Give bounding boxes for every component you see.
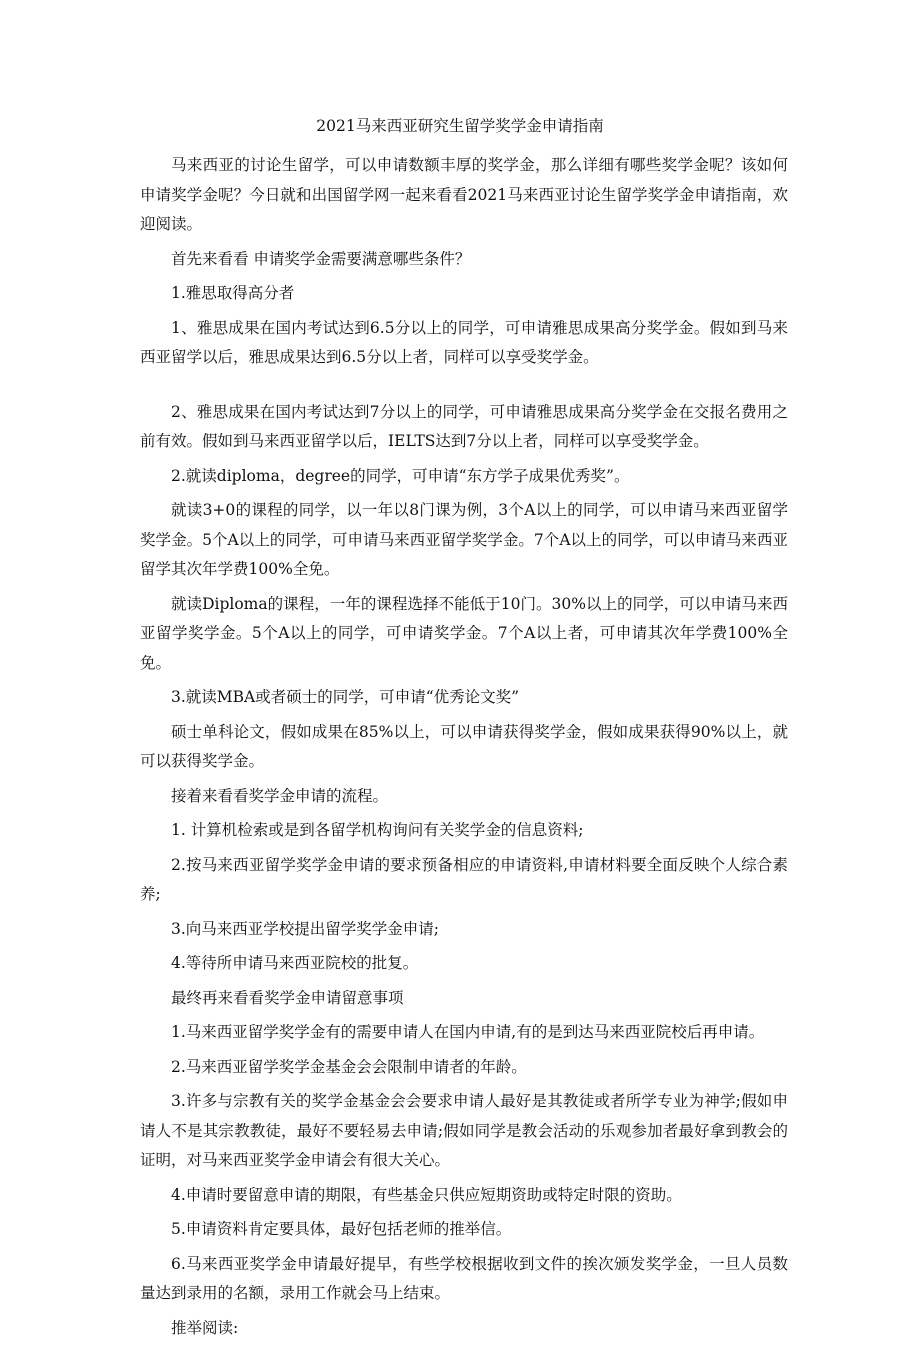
paragraph-diploma-heading: 2.就读diploma，degree的同学，可申请“东方学子成果优秀奖”。 xyxy=(171,466,630,485)
paragraph-process-4: 4.等待所申请马来西亚院校的批复。 xyxy=(171,954,419,972)
paragraph-conditions-heading: 首先来看看 申请奖学金需要满意哪些条件？ xyxy=(171,249,471,268)
paragraph-note-4: 4.申请时要留意申请的期限，有些基金只供应短期资助或特定时限的资助。 xyxy=(171,1185,682,1204)
paragraph-recommended-reading: 推举阅读: xyxy=(171,1318,239,1337)
paragraph-process-1: 1. 计算机检索或是到各留学机构询问有关奖学金的信息资料; xyxy=(171,821,584,839)
paragraph-ielts-1: 1、雅思成果在国内考试达到6.5分以上的同学，可申请雅思成果高分奖学金。假如到马来西亚留学以后，雅思成果达到6.5分以上者，同样可以享受奖学金。 xyxy=(140,318,788,366)
paragraph-note-2: 2.马来西亚留学奖学金基金会会限制申请者的年龄。 xyxy=(171,1057,527,1076)
paragraph-intro: 马来西亚的讨论生留学，可以申请数额丰厚的奖学金，那么详细有哪些奖学金呢？该如何申请奖学金呢？今日就和出国留学网一起来看看2021马来西亚讨论生留学奖学金申请指南，欢迎阅读。 xyxy=(140,156,788,233)
paragraph-ielts-heading: 1.雅思取得高分者 xyxy=(171,284,295,302)
paragraph-process-3: 3.向马来西亚学校提出留学奖学金申请; xyxy=(171,919,440,938)
paragraph-note-5: 5.申请资料肯定要具体，最好包括老师的推举信。 xyxy=(171,1220,512,1238)
paragraph-note-3: 3.许多与宗教有关的奖学金基金会会要求申请人最好是其教徒或者所学专业为神学;假如申请人不是其宗教教徒，最好不要轻易去申请;假如同学是教会活动的乐观参加者最好拿到教会的证明，对马来西亚奖学金申请会有很大关心。 xyxy=(140,1092,788,1169)
paragraph-note-6: 6.马来西亚奖学金申请最好提早，有些学校根据收到文件的挨次颁发奖学金，一旦人员数量达到录用的名额，录用工作就会马上结束。 xyxy=(140,1254,788,1302)
paragraph-process-heading: 接着来看看奖学金申请的流程。 xyxy=(171,786,389,805)
paragraph-diploma-course: 就读Diploma的课程，一年的课程选择不能低于10门。30%以上的同学，可以申请马来西亚留学奖学金。5个A以上的同学，可申请奖学金。7个A以上者，可申请其次年学费100%全免。 xyxy=(140,594,788,672)
paragraph-note-1: 1.马来西亚留学奖学金有的需要申请人在国内申请,有的是到达马来西亚院校后再申请。 xyxy=(171,1023,765,1041)
paragraph-3plus0: 就读3+0的课程的同学，以一年以8门课为例，3个A以上的同学，可以申请马来西亚留学奖学金。5个A以上的同学，可申请马来西亚留学奖学金。7个A以上的同学，可以申请马来西亚留学其次年学费100%全免。 xyxy=(140,501,788,578)
document-title: 2021马来西亚研究生留学奖学金申请指南 xyxy=(316,117,604,135)
paragraph-notes-heading: 最终再来看看奖学金申请留意事项 xyxy=(171,988,404,1007)
document-body xyxy=(140,151,788,1348)
paragraph-process-2: 2.按马来西亚留学奖学金申请的要求预备相应的申请资料,申请材料要全面反映个人综合素养; xyxy=(140,855,788,903)
paragraph-ielts-2: 2、雅思成果在国内考试达到7分以上的同学，可申请雅思成果高分奖学金在交报名费用之前有效。假如到马来西亚留学以后，IELTS达到7分以上者，同样可以享受奖学金。 xyxy=(140,402,788,450)
paragraph-thesis: 硕士单科论文，假如成果在85%以上，可以申请获得奖学金，假如成果获得90%以上，就可以获得奖学金。 xyxy=(140,722,788,770)
paragraph-mba-heading: 3.就读MBA或者硕士的同学，可申请“优秀论文奖” xyxy=(171,688,520,706)
